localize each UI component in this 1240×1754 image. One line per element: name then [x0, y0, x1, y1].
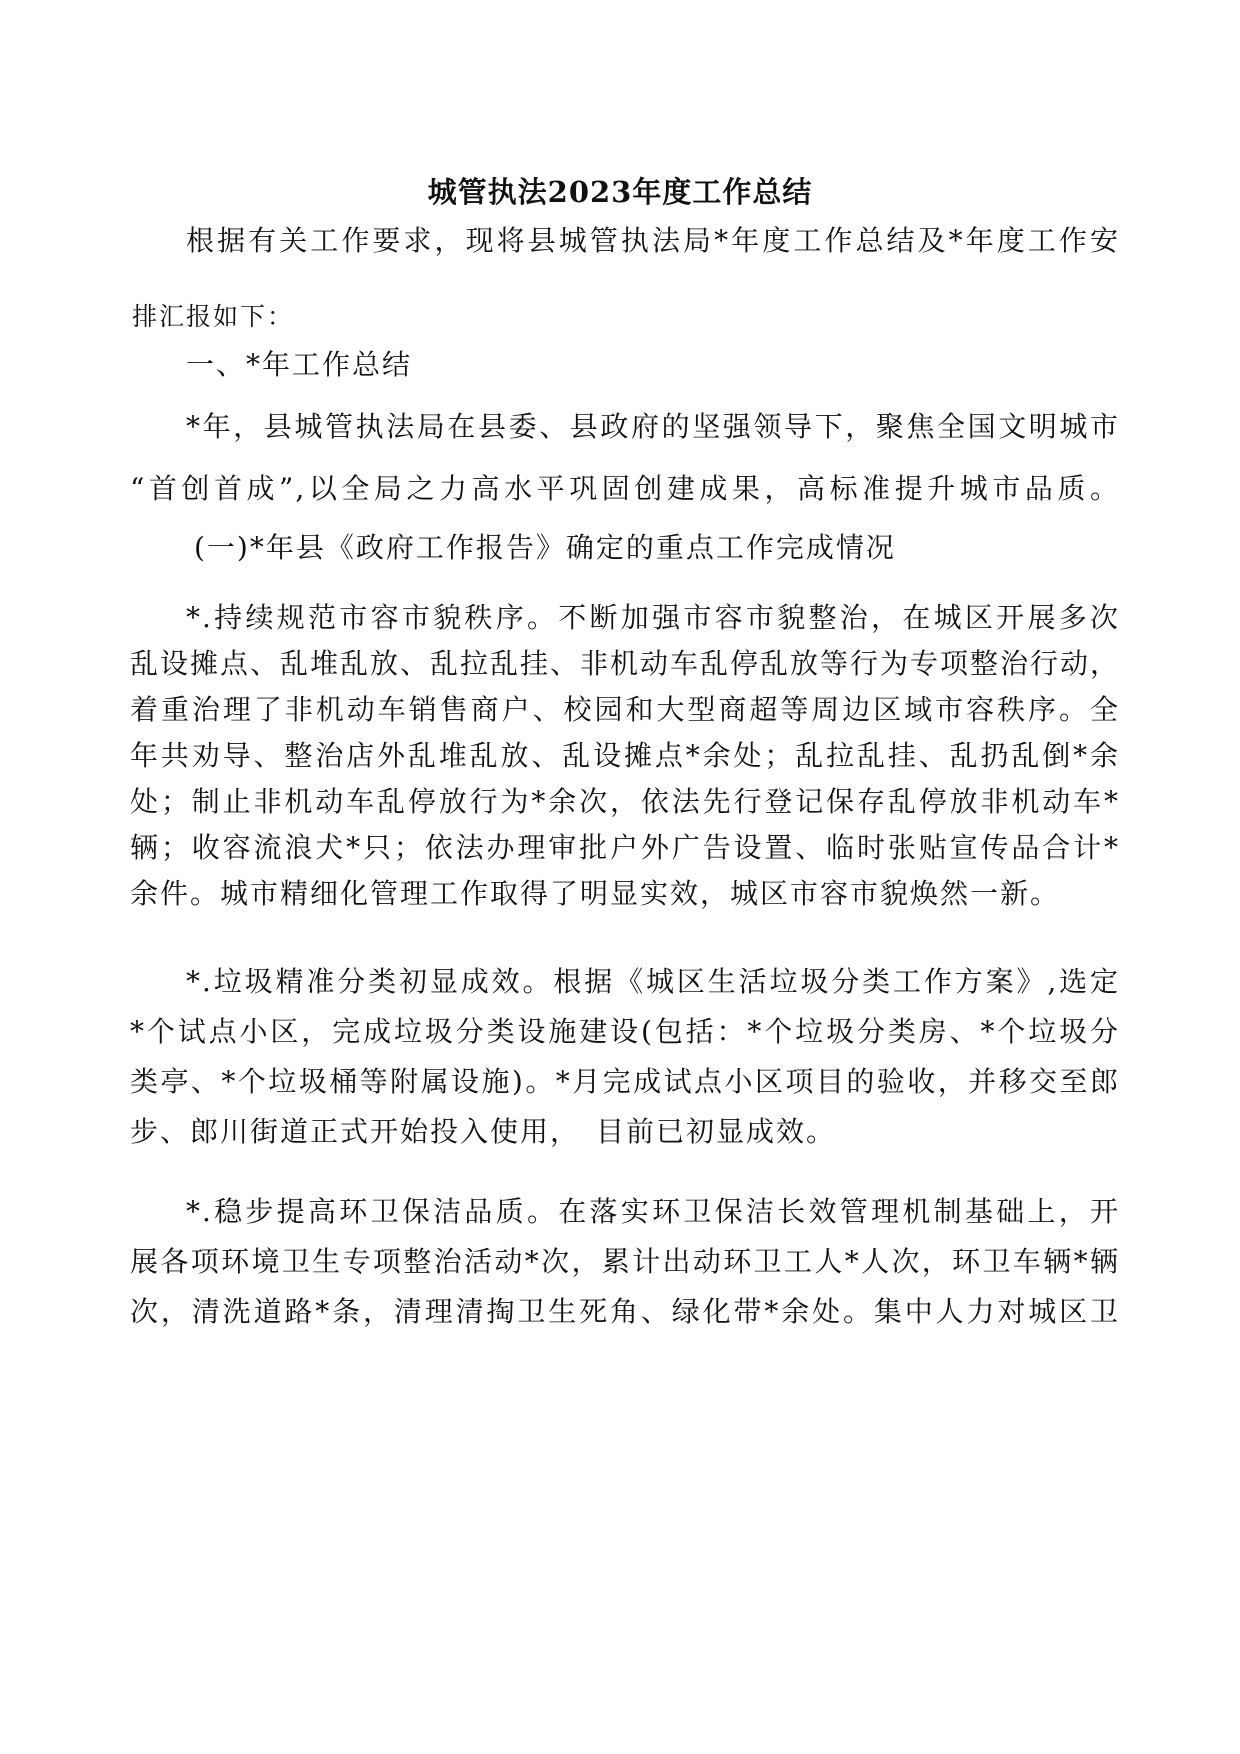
paragraph-line: *.稳步提高环卫保洁品质。在落实环卫保洁长效管理机制基础上，开 — [186, 1195, 1120, 1228]
paragraph-line: 次，清洗道路*条，清理清掏卫生死角、绿化带*余处。集中人力对城区卫 — [130, 1295, 1120, 1328]
section-paragraph — [130, 407, 1120, 509]
paragraph-line: *年，县城管执法局在县委、县政府的坚强领导下，聚焦全国文明城市 — [186, 410, 1120, 443]
paragraph-line: 着重治理了非机动车销售商户、校园和大型商超等周边区域市容秩序。全 — [130, 693, 1120, 726]
paragraph-line: 类亭、*个垃圾桶等附属设施)。*月完成试点小区项目的验收，并移交至郎 — [130, 1065, 1120, 1098]
paragraph-line: 处；制止非机动车乱停放行为*余次，依法先行登记保存乱停放非机动车* — [130, 785, 1120, 818]
paragraph-line: “首创首成”,以全局之力高水平巩固创建成果，高标准提升城市品质。 — [130, 472, 1120, 505]
item-paragraph-3 — [130, 1192, 1120, 1332]
paragraph-line: 辆；收容流浪犬*只；依法办理审批户外广告设置、临时张贴宣传品合计* — [130, 831, 1120, 864]
subsection-heading-text: (一)*年县《政府工作报告》确定的重点工作完成情况 — [194, 531, 896, 564]
paragraph-line: 展各项环境卫生专项整治活动*次，累计出动环卫工人*人次，环卫车辆*辆 — [130, 1245, 1120, 1278]
paragraph-line: *个试点小区，完成垃圾分类设施建设(包括：*个垃圾分类房、*个垃圾分 — [130, 1015, 1120, 1048]
paragraph-line: 余件。城市精细化管理工作取得了明显实效，城区市容市貌焕然一新。 — [130, 877, 1061, 910]
paragraph-line: 步、郎川街道正式开始投入使用， 目前已初显成效。 — [130, 1115, 837, 1148]
paragraph-line: *.垃圾精准分类初显成效。根据《城区生活垃圾分类工作方案》,选定 — [186, 965, 1120, 998]
paragraph-line: *.持续规范市容市貌秩序。不断加强市容市貌整治，在城区开展多次 — [186, 601, 1120, 634]
subsection-heading — [130, 528, 1120, 568]
item-paragraph-2 — [130, 962, 1120, 1152]
paragraph-line: 年共劝导、整治店外乱堆乱放、乱设摊点*余处；乱拉乱挂、乱扔乱倒*余 — [130, 739, 1120, 772]
section-heading — [130, 345, 1120, 385]
paragraph-line: 排汇报如下： — [132, 302, 295, 331]
intro-paragraph — [130, 221, 1120, 337]
section-heading-text: 一、*年工作总结 — [186, 348, 413, 381]
paragraph-line: 乱设摊点、乱堆乱放、乱拉乱挂、非机动车乱停乱放等行为专项整治行动， — [130, 647, 1120, 680]
paragraph-line: 根据有关工作要求，现将县城管执法局*年度工作总结及*年度工作安 — [186, 224, 1120, 257]
item-paragraph-1 — [130, 598, 1120, 914]
document-title: 城管执法2023年度工作总结 — [427, 175, 813, 209]
